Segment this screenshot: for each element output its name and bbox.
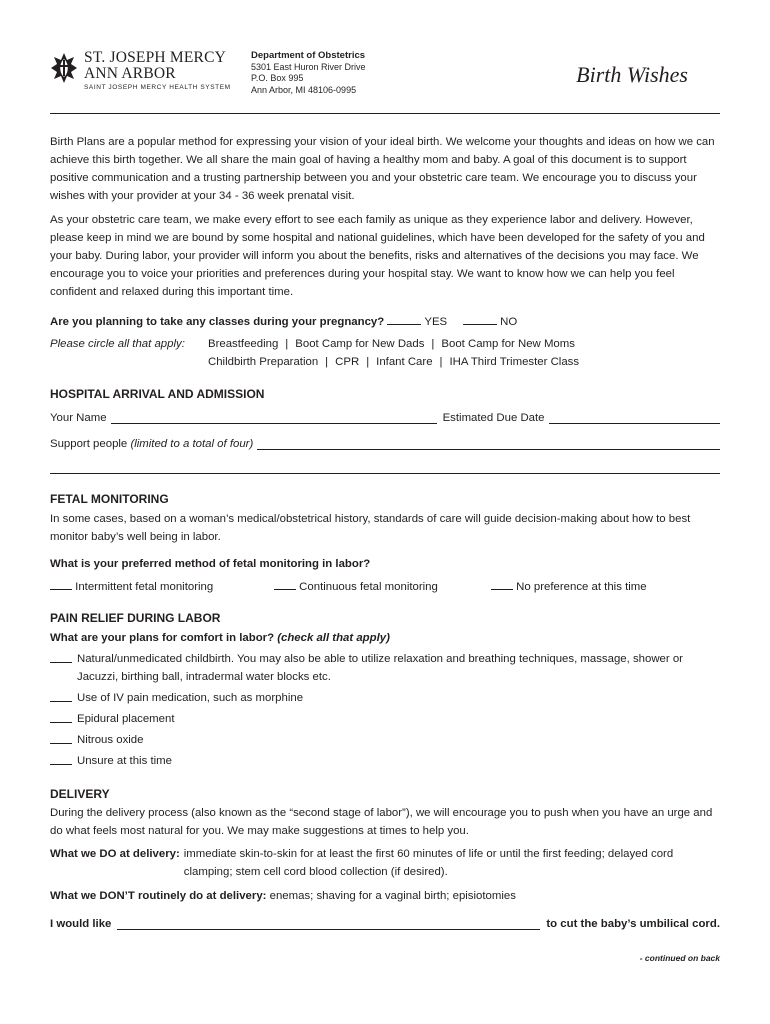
support-people-label: Support people (50, 438, 128, 450)
class-option[interactable]: Boot Camp for New Moms (441, 338, 575, 350)
fetal-option (50, 577, 274, 596)
pain-question-note: (check all that apply) (277, 632, 390, 644)
department-title: Department of Obstetrics (251, 50, 366, 61)
separator: | (285, 338, 289, 350)
address-line-3: Ann Arbor, MI 48106-0995 (251, 84, 357, 95)
fetal-option (491, 577, 647, 596)
separator: | (431, 338, 435, 350)
pain-option-label: Use of IV pain medication, such as morphine (77, 692, 304, 704)
classes-no-label: NO (500, 316, 518, 328)
delivery-body: During the delivery process (also known as the “second stage of labor”), we will encourage you to push when you have an urge and do what feels most natural for you. We may make suggestions at times to help you. (50, 807, 713, 837)
pain-option-blank[interactable] (50, 752, 72, 765)
due-date-label: Estimated Due Date (442, 412, 545, 424)
fetal-question: What is your preferred method of fetal monitoring in labor? (50, 558, 371, 570)
pain-option-label: Natural/unmedicated childbirth. You may also be able to utilize relaxation and breathing techniques, massage, shower or Jacuzzi, birthing ball, intradermal water blocks etc. (77, 653, 683, 683)
pain-option (50, 710, 720, 728)
separator: | (366, 356, 370, 368)
pain-option-blank[interactable] (50, 689, 72, 702)
pain-question-row (50, 629, 720, 647)
delivery-heading: DELIVERY (50, 787, 110, 801)
name-due-date-row (50, 409, 720, 427)
class-option[interactable]: Breastfeeding (208, 338, 279, 350)
pain-option-blank[interactable] (50, 710, 72, 723)
pain-option (50, 731, 720, 749)
support-people-field[interactable] (257, 437, 720, 450)
classes-yes-blank[interactable] (387, 312, 421, 325)
class-options-row-1 (208, 335, 579, 353)
cut-cord-row (50, 915, 720, 933)
delivery-do-text: immediate skin-to-skin for at least the first 60 minutes of life or until the first feeding; delayed cord clamping; stem cell cord blood collection (if desired). (183, 848, 674, 878)
separator: | (325, 356, 329, 368)
form-body (50, 133, 720, 967)
class-options-row-2 (208, 353, 579, 371)
support-people-note: (limited to a total of four) (130, 438, 254, 450)
fetal-option-label: Continuous fetal monitoring (299, 581, 438, 593)
delivery-dont-row (50, 887, 720, 905)
classes-yes-label: YES (424, 316, 448, 328)
class-option[interactable]: Infant Care (376, 356, 433, 368)
cut-cord-label: to cut the baby’s umbilical cord. (546, 918, 720, 930)
pain-question: What are your plans for comfort in labor? (50, 632, 275, 644)
fetal-option-blank[interactable] (491, 577, 513, 590)
delivery-dont-text: enemas; shaving for a vaginal birth; episiotomies (269, 890, 516, 902)
classes-question: Are you planning to take any classes during your pregnancy? (50, 316, 385, 328)
pain-heading: PAIN RELIEF DURING LABOR (50, 611, 221, 625)
pain-option-blank[interactable] (50, 731, 72, 744)
would-like-label: I would like (50, 918, 112, 930)
org-line-2: ANN ARBOR (84, 65, 176, 82)
document-title: Birth Wishes (576, 62, 688, 87)
intro-paragraph-1: Birth Plans are a popular method for expressing your vision of your ideal birth. We welcome your thoughts and ideas on how we can achieve this birth together. We all share the main goal of having a healthy mom and baby. A goal of this document is to support positive communication and a trusting partnership between you and your obstetric care team. We encourage you to discuss your wishes with your provider at your 34 - 36 week prenatal visit. (50, 136, 715, 202)
fetal-option (274, 577, 491, 596)
circle-instruction: Please circle all that apply: (50, 338, 185, 350)
arrival-heading: HOSPITAL ARRIVAL AND ADMISSION (50, 387, 265, 401)
pain-option-label: Epidural placement (77, 713, 175, 725)
org-line-1: ST. JOSEPH MERCY (84, 49, 227, 66)
support-people-field-2[interactable] (50, 461, 720, 474)
pain-option-label: Unsure at this time (77, 755, 172, 767)
header-divider (50, 113, 720, 114)
letterhead (50, 48, 720, 108)
classes-question-row (50, 312, 720, 331)
health-system-name: SAINT JOSEPH MERCY HEALTH SYSTEM (84, 84, 231, 91)
separator: | (439, 356, 443, 368)
class-option[interactable]: Childbirth Preparation (208, 356, 319, 368)
fetal-option-label: No preference at this time (516, 581, 647, 593)
support-people-row (50, 435, 720, 453)
delivery-do-row (50, 845, 720, 881)
your-name-label: Your Name (50, 412, 107, 424)
fetal-body: In some cases, based on a woman’s medical/obstetrical history, standards of care will guide decision-making about how to best monitor baby’s well being in labor. (50, 513, 691, 543)
class-option-list (208, 335, 579, 371)
fetal-option-label: Intermittent fetal monitoring (75, 581, 214, 593)
classes-no-blank[interactable] (463, 312, 497, 325)
class-option[interactable]: IHA Third Trimester Class (449, 356, 580, 368)
pain-option (50, 752, 720, 770)
cut-cord-person-field[interactable] (117, 917, 540, 930)
address-line-2: P.O. Box 995 (251, 73, 304, 83)
due-date-field[interactable] (549, 411, 720, 424)
continued-note: - continued on back (639, 953, 720, 963)
delivery-do-label: What we DO at delivery: (50, 848, 180, 860)
pain-option (50, 689, 720, 707)
pain-option (50, 650, 720, 686)
intro-paragraph-2: As your obstetric care team, we make every effort to see each family as unique as they experience labor and delivery. However, please keep in mind we are bound by some hospital and national guidelines, which have been developed for the safety of you and your baby. During labor, your provider will inform you about the benefits, risks and alternatives of the decisions you may face. We encourage you to voice your priorities and preferences during your hospital stay. We want to know how we can help you feel confident and relaxed during this important time. (50, 214, 705, 298)
your-name-field[interactable] (111, 411, 437, 424)
organization-name (84, 50, 226, 82)
department-address (251, 50, 366, 96)
fetal-heading: FETAL MONITORING (50, 492, 169, 506)
cross-logo-icon (50, 52, 78, 84)
pain-option-blank[interactable] (50, 650, 72, 663)
pain-option-label: Nitrous oxide (77, 734, 144, 746)
class-option[interactable]: Boot Camp for New Dads (295, 338, 425, 350)
delivery-dont-label: What we DON’T routinely do at delivery: (50, 890, 267, 902)
fetal-options (50, 577, 720, 596)
class-option[interactable]: CPR (335, 356, 360, 368)
fetal-option-blank[interactable] (50, 577, 72, 590)
address-line-1: 5301 East Huron River Drive (251, 61, 366, 72)
class-options (50, 335, 720, 371)
fetal-option-blank[interactable] (274, 577, 296, 590)
